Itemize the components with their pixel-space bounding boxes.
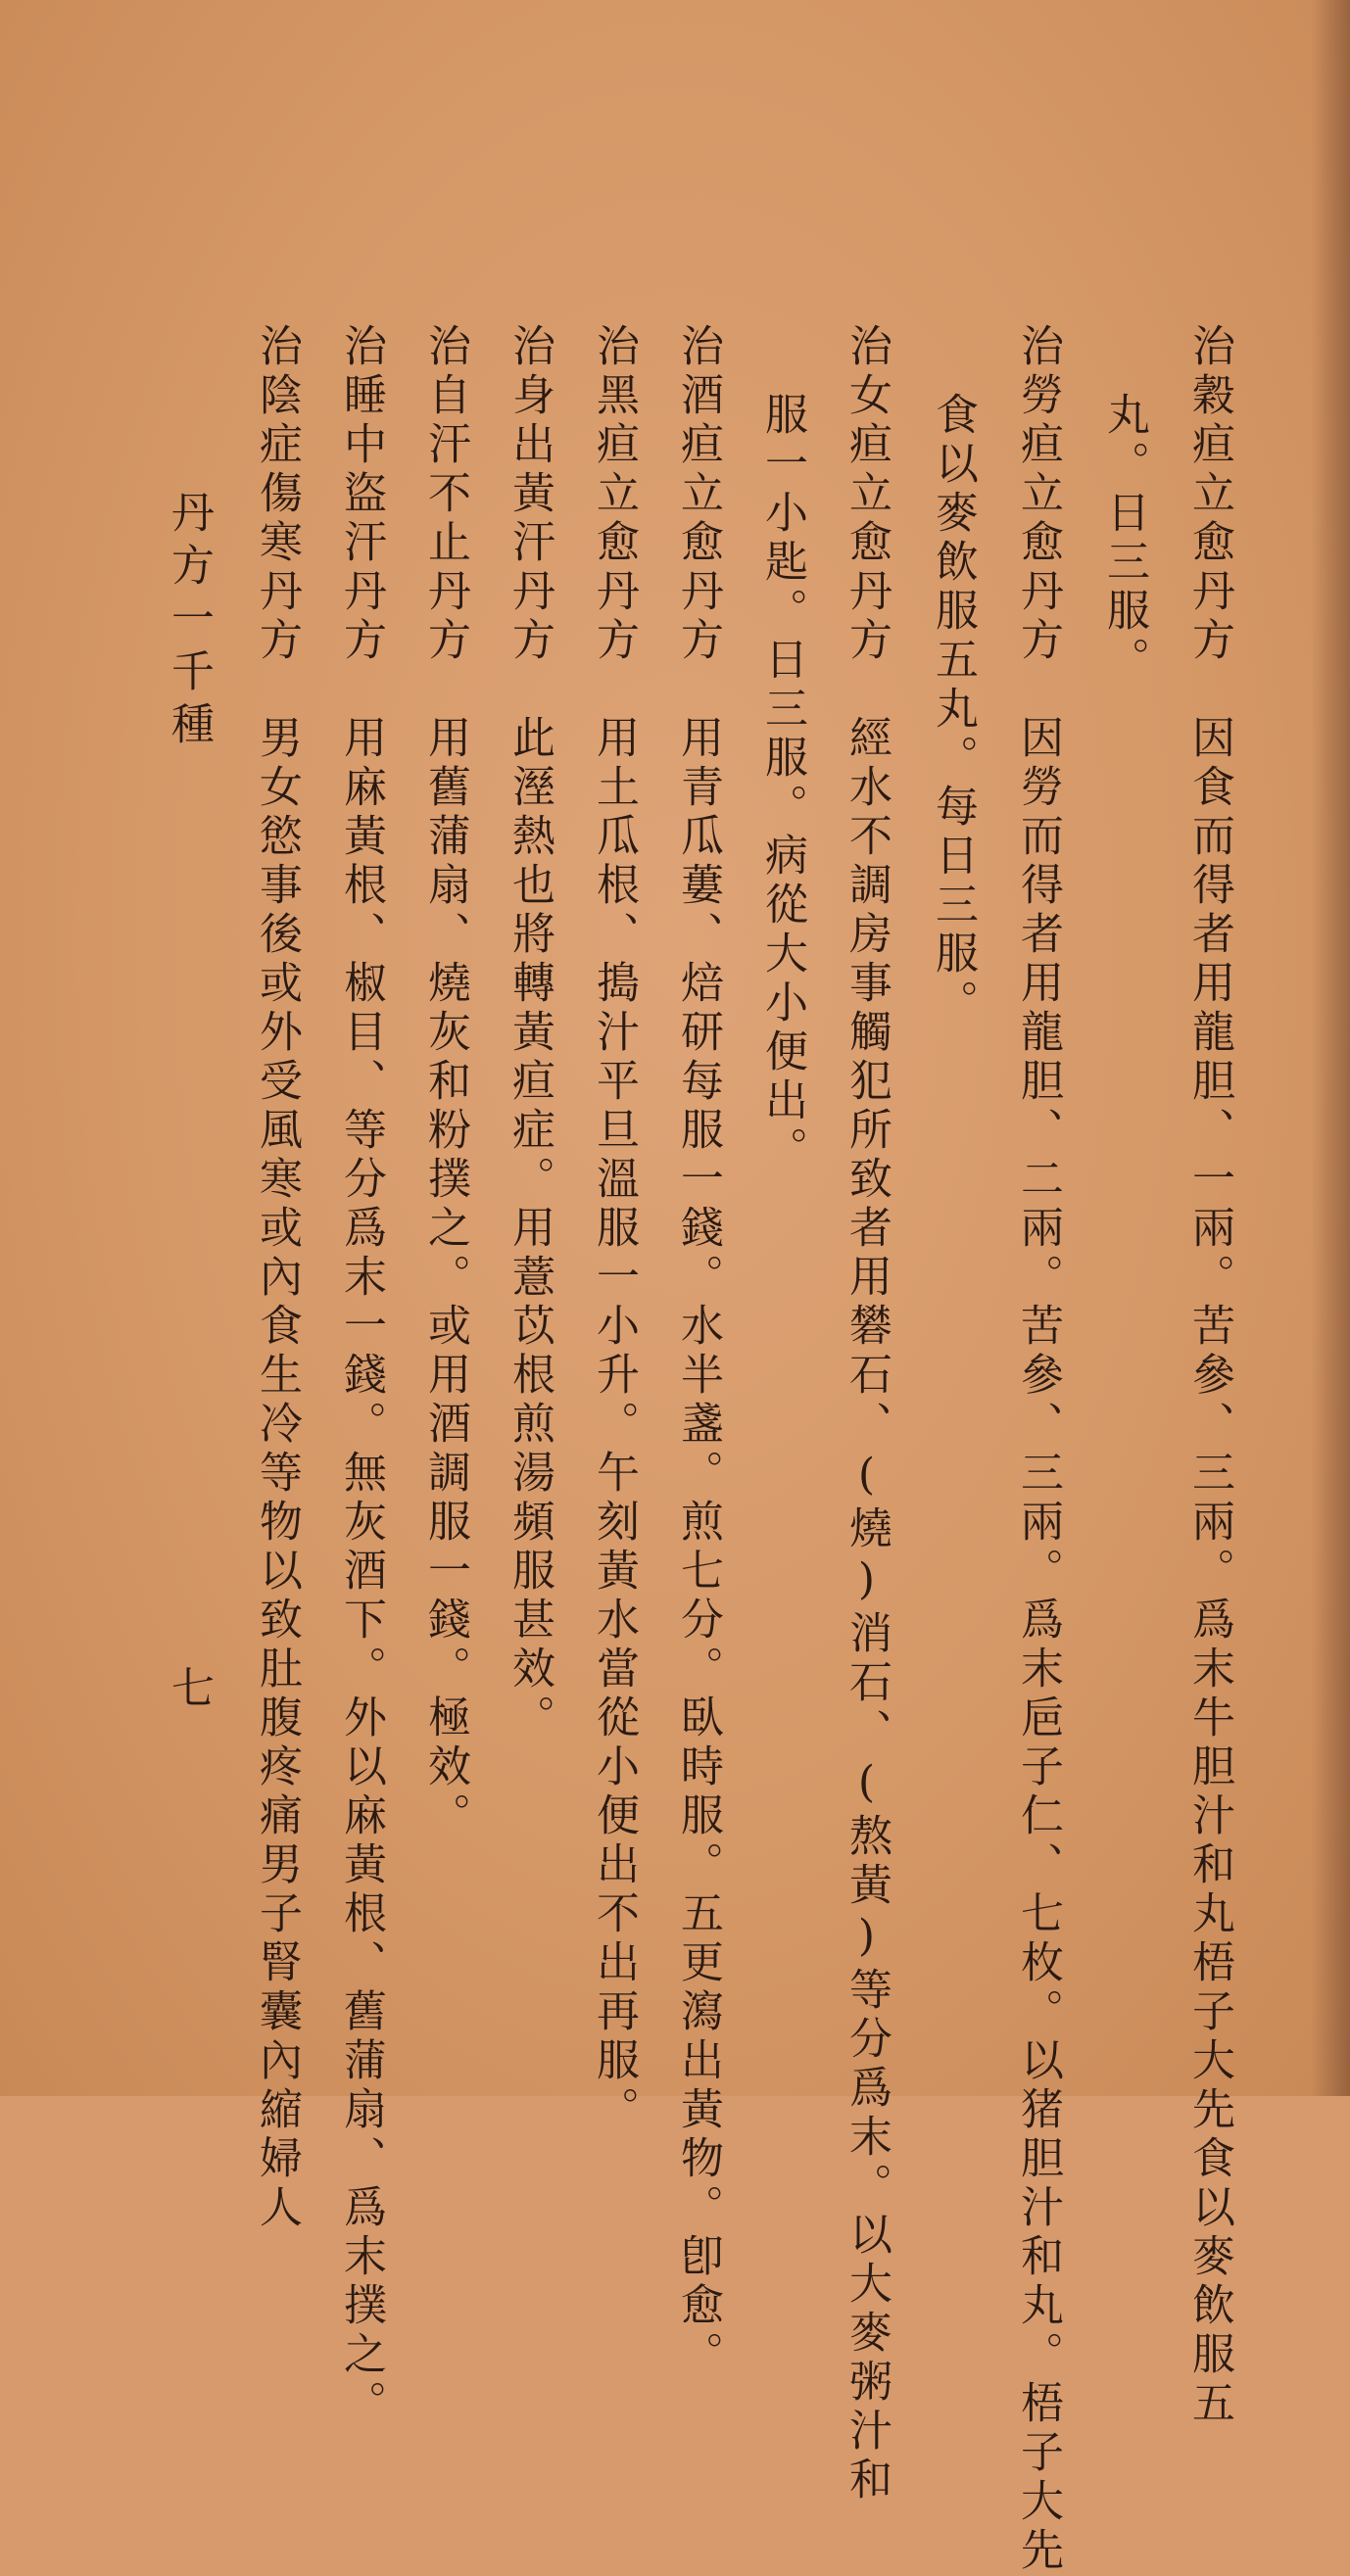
text-column-2: 丸。日三服。 <box>1099 392 1149 686</box>
page-number: 七 <box>164 1665 214 1708</box>
text-column-5: 治女疸立愈丹方 經水不調房事觸犯所致者用礬石、(燒)消石、(熬黃)等分爲末。以大麥粥汁和 <box>842 323 892 2505</box>
text-column-4: 食以麥飲服五丸。每日三服。 <box>928 392 978 1028</box>
text-column-7: 治酒疸立愈丹方 用青瓜蔞、焙研每服一錢。水半盞。煎七分。臥時服。五更瀉出黃物。卽愈。 <box>673 323 723 2380</box>
text-column-3: 治勞疸立愈丹方 因勞而得者用龍胆、二兩。苦參、三兩。爲末巵子仁、七枚。以猪胆汁和丸。梧子大先 <box>1013 323 1063 2576</box>
text-column-10: 治自汗不止丹方 用舊蒲扇、燒灰和粉撲之。或用酒調服一錢。極效。 <box>420 323 470 1841</box>
book-title: 丹方一千種 <box>164 490 214 754</box>
text-column-6: 服一小匙。日三服。病從大小便出。 <box>757 392 807 1175</box>
text-column-9: 治身出黃汗丹方 此溼熱也將轉黃疸症。用薏苡根煎湯頻服甚效。 <box>505 323 554 1743</box>
text-column-1: 治穀疸立愈丹方 因食而得者用龍胆、一兩。苦參、三兩。爲末牛胆汁和丸梧子大先食以麥飲服五 <box>1184 323 1234 2429</box>
text-column-12: 治陰症傷寒丹方 男女慾事後或外受風寒或內食生冷等物以致肚腹疼痛男子腎囊內縮婦人 <box>252 323 302 2233</box>
spine-shadow <box>1311 0 1350 2096</box>
text-column-11: 治睡中盜汗丹方 用麻黃根、椒目、等分爲末一錢。無灰酒下。外以麻黃根、舊蒲扇、爲末撲之。 <box>336 323 386 2429</box>
text-column-8: 治黑疸立愈丹方 用土瓜根、搗汁平旦溫服一小升。午刻黃水當從小便出不出再服。 <box>589 323 639 2135</box>
